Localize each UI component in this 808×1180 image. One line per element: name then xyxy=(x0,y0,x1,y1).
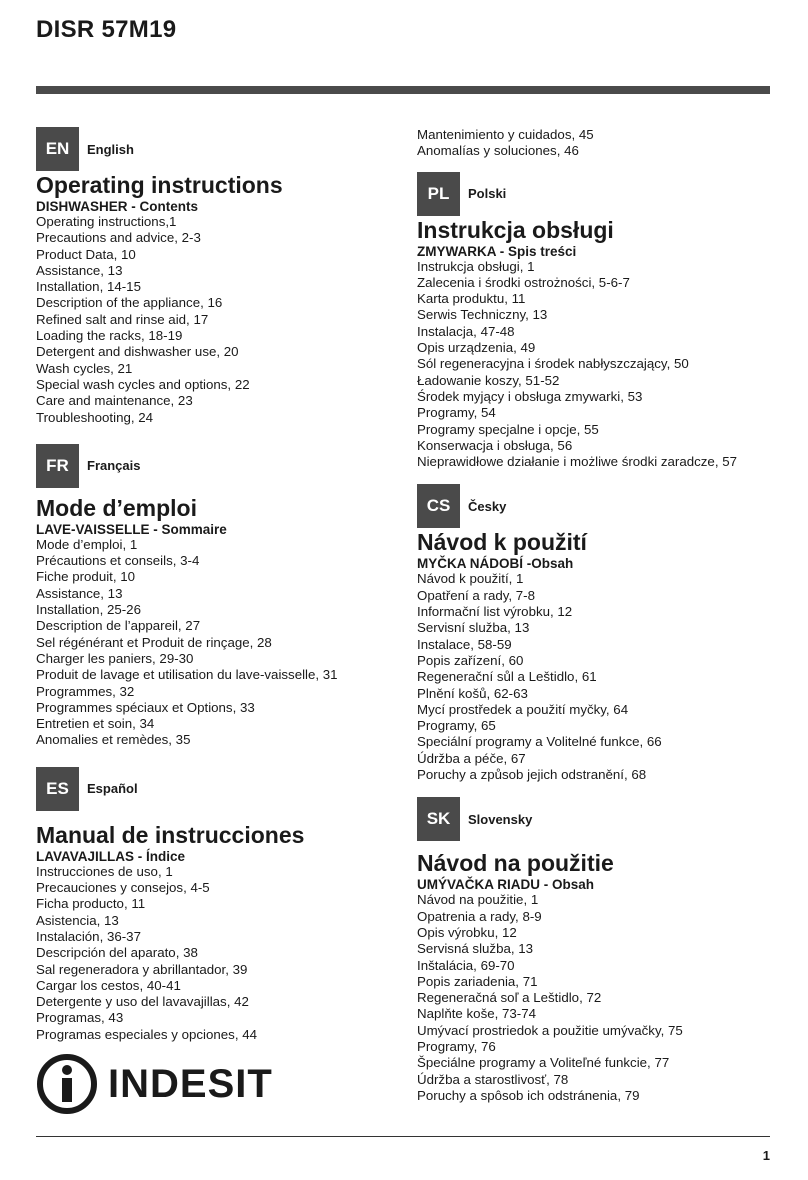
list-item: Instrucciones de uso, 1 xyxy=(36,863,173,879)
list-item: Návod na použitie, 1 xyxy=(417,892,539,908)
list-item: Descripción del aparato, 38 xyxy=(36,945,198,961)
list-item: Asistencia, 13 xyxy=(36,912,119,928)
list-item: Programas, 43 xyxy=(36,1010,124,1026)
list-item: Wash cycles, 21 xyxy=(36,360,133,376)
contents-list-continued xyxy=(417,127,797,160)
list-item: Ładowanie koszy, 51-52 xyxy=(417,372,560,388)
list-item: Mycí prostředek a použití myčky, 64 xyxy=(417,701,629,717)
section-title: Mode d’emploi xyxy=(36,494,197,521)
list-item: Care and maintenance, 23 xyxy=(36,393,193,409)
lang-code-badge: FR xyxy=(36,444,79,488)
list-item: Programy specjalne i opcje, 55 xyxy=(417,421,599,437)
section-sk xyxy=(417,797,797,1104)
list-item: Zalecenia i środki ostrożności, 5-6-7 xyxy=(417,274,630,290)
brand-wordmark: INDESIT xyxy=(108,1061,273,1106)
list-item: Informační list výrobku, 12 xyxy=(417,604,573,620)
section-subtitle: DISHWASHER - Contents xyxy=(36,199,198,214)
lang-name: Español xyxy=(87,781,138,797)
list-item: Programas especiales y opciones, 44 xyxy=(36,1026,257,1042)
list-item: Operating instructions,1 xyxy=(36,214,177,229)
list-item: Assistance, 13 xyxy=(36,585,123,601)
list-item: Środek myjący i obsługa zmywarki, 53 xyxy=(417,388,643,404)
list-item: Installation, 14-15 xyxy=(36,279,141,295)
lang-code-badge: SK xyxy=(417,797,460,841)
lang-name: Slovensky xyxy=(468,811,533,827)
list-item: Product Data, 10 xyxy=(36,246,136,262)
lang-name: English xyxy=(87,141,134,157)
list-item: Fiche produit, 10 xyxy=(36,569,136,585)
list-item: Plnění košů, 62-63 xyxy=(417,685,528,701)
left-column xyxy=(36,127,416,1043)
list-item: Sal regeneradora y abrillantador, 39 xyxy=(36,961,248,977)
list-item: Troubleshooting, 24 xyxy=(36,409,154,425)
list-item: Údržba a starostlivosť, 78 xyxy=(417,1071,569,1087)
list-item: Návod k použití, 1 xyxy=(417,571,524,587)
section-subtitle: ZMYWARKA - Spis treści xyxy=(417,243,577,259)
section-title: Operating instructions xyxy=(36,172,283,198)
list-item: Produit de lavage et utilisation du lave-vaisselle, 31 xyxy=(36,667,338,683)
model-title: DISR 57M19 xyxy=(36,16,177,43)
lang-code-badge: PL xyxy=(417,172,460,216)
list-item: Programy, 76 xyxy=(417,1038,496,1054)
lang-header-es xyxy=(36,767,416,811)
contents-list xyxy=(417,259,797,471)
list-item: Naplňte koše, 73-74 xyxy=(417,1006,537,1022)
lang-header-cs xyxy=(417,484,797,528)
lang-header-en xyxy=(36,127,416,171)
list-item: Údržba a péče, 67 xyxy=(417,750,526,766)
section-cs xyxy=(417,484,797,783)
list-item: Assistance, 13 xyxy=(36,262,123,278)
indesit-i-icon xyxy=(36,1053,98,1115)
list-item: Poruchy a spôsob ich odstránenia, 79 xyxy=(417,1087,640,1103)
lang-code-badge: ES xyxy=(36,767,79,811)
list-item: Sel régénérant et Produit de rinçage, 28 xyxy=(36,634,272,650)
bottom-rule xyxy=(36,1136,770,1137)
right-column xyxy=(417,127,797,1104)
list-item: Opatření a rady, 7-8 xyxy=(417,587,536,603)
list-item: Karta produktu, 11 xyxy=(417,291,526,307)
list-item: Entretien et soin, 34 xyxy=(36,716,155,732)
list-item: Description de l’appareil, 27 xyxy=(36,618,201,634)
list-item: Popis zařízení, 60 xyxy=(417,652,524,668)
list-item: Popis zariadenia, 71 xyxy=(417,973,538,989)
list-item: Cargar los cestos, 40-41 xyxy=(36,977,181,993)
indesit-logo xyxy=(36,1054,273,1114)
list-item: Umývací prostriedok a použitie umývačky, 75 xyxy=(417,1022,683,1038)
list-item: Regenerační sůl a Leštidlo, 61 xyxy=(417,669,597,685)
contents-list xyxy=(36,214,416,426)
contents-list xyxy=(417,892,797,1104)
section-title: Návod na použitie xyxy=(417,850,614,877)
list-item: Poruchy a způsob jejich odstranění, 68 xyxy=(417,767,647,783)
list-item: Anomalies et remèdes, 35 xyxy=(36,732,191,748)
section-fr xyxy=(36,444,416,749)
list-item: Servisní služba, 13 xyxy=(417,620,530,636)
list-item: Charger les paniers, 29-30 xyxy=(36,650,194,666)
lang-name: Français xyxy=(87,458,141,474)
contents-list xyxy=(36,537,416,749)
list-item: Opis urządzenia, 49 xyxy=(417,340,536,356)
list-item: Programmes spéciaux et Options, 33 xyxy=(36,699,255,715)
lang-code-badge: EN xyxy=(36,127,79,171)
list-item: Speciální programy a Volitelné funkce, 66 xyxy=(417,734,662,750)
list-item: Serwis Techniczny, 13 xyxy=(417,307,548,323)
list-item: Nieprawidłowe działanie i możliwe środki zaradcze, 57 xyxy=(417,454,738,470)
list-item: Precautions and advice, 2-3 xyxy=(36,230,201,246)
section-subtitle: LAVAVAJILLAS - Índice xyxy=(36,848,186,864)
list-item: Installation, 25-26 xyxy=(36,602,141,618)
list-item: Programy, 54 xyxy=(417,405,496,421)
list-item: Precauciones y consejos, 4-5 xyxy=(36,880,210,896)
list-item: Sól regeneracyjna i środek nabłyszczający, 50 xyxy=(417,356,689,372)
contents-list xyxy=(417,571,797,783)
list-item: Servisná služba, 13 xyxy=(417,941,534,957)
list-item: Detergent and dishwasher use, 20 xyxy=(36,344,239,360)
list-item: Špeciálne programy a Voliteľné funkcie, 77 xyxy=(417,1055,670,1071)
section-title: Instrukcja obsługi xyxy=(417,216,614,243)
list-item: Programmes, 32 xyxy=(36,683,135,699)
section-title: Návod k použití xyxy=(417,529,587,556)
list-item: Instalación, 36-37 xyxy=(36,928,141,944)
section-subtitle: MYČKA NÁDOBÍ -Obsah xyxy=(417,556,574,572)
list-item: Précautions et conseils, 3-4 xyxy=(36,553,200,569)
lang-name: Česky xyxy=(468,498,507,514)
list-item: Ficha producto, 11 xyxy=(36,896,146,912)
page-number: 1 xyxy=(762,1148,770,1163)
section-title: Manual de instrucciones xyxy=(36,821,305,848)
list-item: Special wash cycles and options, 22 xyxy=(36,376,250,392)
list-item: Opis výrobku, 12 xyxy=(417,924,517,940)
list-item: Mode d’emploi, 1 xyxy=(36,536,138,552)
lang-header-fr xyxy=(36,444,416,488)
list-item: Konserwacja i obsługa, 56 xyxy=(417,437,573,453)
list-item: Refined salt and rinse aid, 17 xyxy=(36,311,209,327)
list-item: Detergente y uso del lavavajillas, 42 xyxy=(36,994,249,1010)
list-item: Opatrenia a rady, 8-9 xyxy=(417,908,542,924)
section-subtitle: LAVE-VAISSELLE - Sommaire xyxy=(36,521,227,537)
lang-name: Polski xyxy=(468,186,507,202)
list-item: Instalace, 58-59 xyxy=(417,636,512,652)
list-item: Mantenimiento y cuidados, 45 xyxy=(417,127,594,142)
list-item: Loading the racks, 18-19 xyxy=(36,328,183,344)
section-subtitle: UMÝVAČKA RIADU - Obsah xyxy=(417,877,595,893)
top-rule xyxy=(36,86,770,94)
list-item: Programy, 65 xyxy=(417,718,496,734)
lang-code-badge: CS xyxy=(417,484,460,528)
lang-header-pl xyxy=(417,172,797,216)
contents-list xyxy=(36,864,416,1043)
list-item: Inštalácia, 69-70 xyxy=(417,957,515,973)
list-item: Instalacja, 47-48 xyxy=(417,323,515,339)
section-pl xyxy=(417,172,797,471)
list-item: Regeneračná soľ a Leštidlo, 72 xyxy=(417,990,602,1006)
section-es xyxy=(36,767,416,1043)
list-item: Anomalías y soluciones, 46 xyxy=(417,143,579,159)
list-item: Description of the appliance, 16 xyxy=(36,295,223,311)
list-item: Instrukcja obsługi, 1 xyxy=(417,258,535,274)
lang-header-sk xyxy=(417,797,797,841)
section-en xyxy=(36,127,416,426)
